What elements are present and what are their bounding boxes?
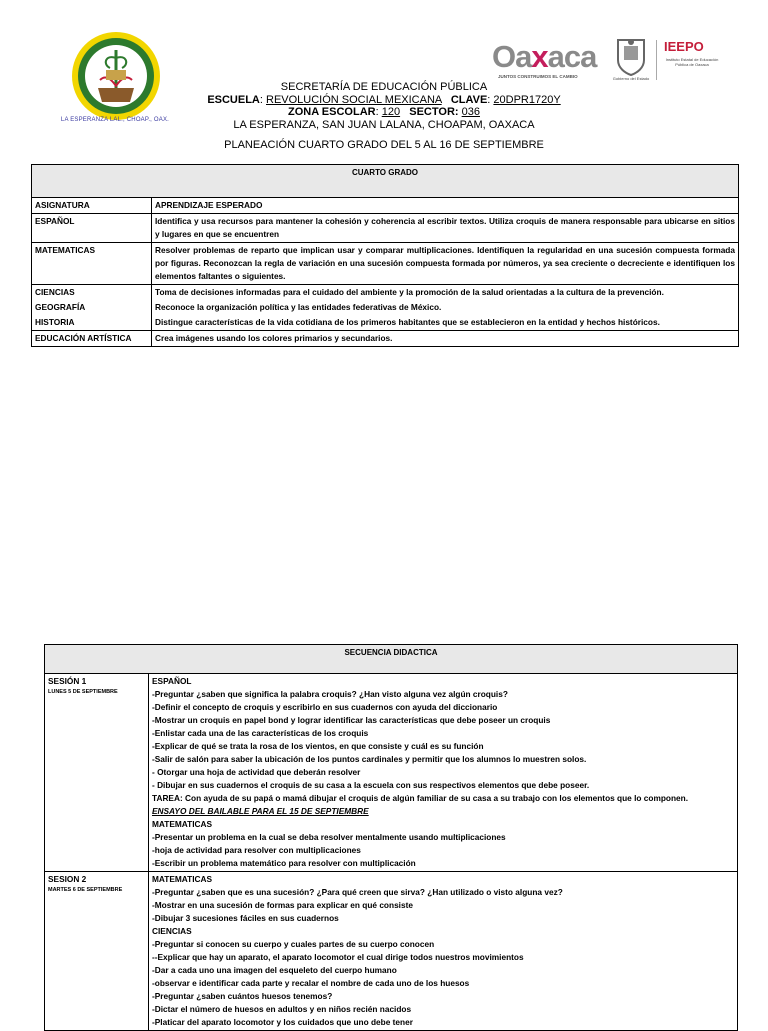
school-line: ESCUELA: REVOLUCIÓN SOCIAL MEXICANA CLAVE: 20DPR1720Y [207,93,561,106]
activity-line: -Preguntar ¿saben cuántos huesos tenemos? [152,991,333,1001]
activity-line: CIENCIAS [152,926,192,936]
activity-line: -Dictar el número de huesos en adultos y en niños recién nacidos [152,1004,412,1014]
table-row [32,315,739,331]
ieepo-caption: Instituto Estatal de Educación Pública de Oaxaca [665,57,719,67]
table-row [32,331,739,347]
activity-line: --Explicar que hay un aparato, el aparato locomotor el cual dirige todos nuestros movimientos [152,952,524,962]
activity-line: -Mostrar un croquis en papel bond y lograr identificar las características que debe poseer un croquis [152,715,551,725]
activity-line: TAREA: Con ayuda de su papá o mamá dibujar el croquis de algún familiar de su casa a su trabajo con los elementos que lo componen. [152,793,689,803]
learning-cell: Toma de decisiones informadas para el cuidado del ambiente y la promoción de la salud orientadas a la cultura de la prevención. [152,285,739,301]
subject-cell: MATEMATICAS [32,243,152,285]
table-row [32,214,739,243]
plan-title: PLANEACIÓN CUARTO GRADO DEL 5 AL 16 DE SEPTIEMBRE [224,139,544,151]
activity-line: -Preguntar si conocen su cuerpo y cuales partes de su cuerpo conocen [152,939,435,949]
logo-divider [656,40,657,80]
rehearsal-note: ENSAYO DEL BAILABLE PARA EL 15 DE SEPTIEMBRE [152,806,369,816]
government-seal-icon [612,34,650,84]
table-title: CUARTO GRADO [32,165,739,198]
activity-line: MATEMATICAS [152,819,213,829]
session-activities-cell [149,872,738,1031]
session-row [45,674,738,872]
subject-cell: ESPAÑOL [32,214,152,243]
oaxaca-logo: Oaxaca JUNTOS CONSTRUIMOS EL CAMBIO [492,39,597,79]
learning-cell: Identifica y usa recursos para mantener la cohesión y coherencia al escribir textos. Utiliza croquis de manera responsable para ubicarse en sitios y lugares en que se encuentren [152,214,739,243]
table-row [32,300,739,315]
ieepo-logo: IEEPO Instituto Estatal de Educación Pública de Oaxaca [664,39,719,67]
secretaria-line: SECRETARÍA DE EDUCACIÓN PÚBLICA [280,81,488,93]
table-title: SECUENCIA DIDACTICA [45,645,738,674]
location-line: LA ESPERANZA, SAN JUAN LALANA, CHOAPAM, OAXACA [233,118,535,131]
session-date: LUNES 5 DE SEPTIEMBRE [48,689,118,695]
column-header-learning: APRENDIZAJE ESPERADO [152,198,739,214]
session-name: SESIÓN 1 [48,676,87,686]
zone-line: ZONA ESCOLAR: 120 SECTOR: 036 [288,106,480,118]
activity-line: -Definir el concepto de croquis y escribirlo en sus cuadernos con ayuda del diccionario [152,702,498,712]
session-row [45,872,738,1031]
activity-line: -Salir de salón para saber la ubicación de los puntos cardinales y permitir que los alumnos lo muestren solos. [152,754,587,764]
activity-line: -hoja de actividad para resolver con multiplicaciones [152,845,361,855]
subject-cell: CIENCIAS [32,285,152,301]
activity-line: -Mostrar en una sucesión de formas para explicar en qué consiste [152,900,413,910]
learning-cell: Reconoce la organización política y las entidades federativas de México. [152,300,739,315]
learning-cell: Crea imágenes usando los colores primarios y secundarios. [152,331,739,347]
session-label-cell [45,872,149,1031]
activity-line: ESPAÑOL [152,676,192,686]
session-name: SESION 2 [48,874,87,884]
subject-cell: EDUCACIÓN ARTÍSTICA [32,331,152,347]
activity-line: -Platicar del aparato locomotor y los cuidados que uno debe tener [152,1017,413,1027]
subject-cell: HISTORIA [32,315,152,331]
learning-cell: Distingue características de la vida cotidiana de los primeros habitantes que se establecieron en la entidad y hechos históricos. [152,315,739,331]
table-row [32,285,739,301]
activity-line: -observar e identificar cada parte y recalar el nombre de cada uno de los huesos [152,978,470,988]
session-label-cell [45,674,149,872]
learning-cell: Resolver problemas de reparto que implican usar y comparar multiplicaciones. Identifiquen la regularidad en una sucesión compuesta formada por figuras. Reconozcan la regla de variación en una sucesión compuesta formada por números, ya sea creciente o decreciente e identifiquen los elementos faltantes o siguientes. [152,243,739,285]
session-activities-cell [149,674,738,872]
session-date: MARTES 6 DE SEPTIEMBRE [48,887,123,893]
activity-line: -Preguntar ¿saben que es una sucesión? ¿Para qué creen que sirva? ¿Han utilizado o visto alguna vez? [152,887,563,897]
activity-line: -Presentar un problema en la cual se deba resolver mentalmente usando multiplicaciones [152,832,506,842]
activity-line: -Preguntar ¿saben que significa la palabra croquis? ¿Han visto alguna vez algún croquis? [152,689,508,699]
activity-line: -Dibujar 3 sucesiones fáciles en sus cuadernos [152,913,339,923]
subject-cell: GEOGRAFÍA [32,300,152,315]
activity-line: - Otorgar una hoja de actividad que deberán resolver [152,767,361,777]
activity-line: -Enlistar cada una de las características de los croquis [152,728,369,738]
activity-line: -Dar a cada uno una imagen del esqueleto del cuerpo humano [152,965,397,975]
didactic-sequence-table [44,644,738,1031]
activity-line: MATEMATICAS [152,874,213,884]
learning-objectives-table [31,164,739,347]
oaxaca-tagline: JUNTOS CONSTRUIMOS EL CAMBIO [498,74,578,79]
school-logo-caption: LA ESPERANZA LAL., CHOAP., OAX. [60,117,170,123]
column-header-subject: ASIGNATURA [32,198,152,214]
table-row [32,243,739,285]
government-caption: Gobierno del Estado [612,76,650,81]
activity-line: -Escribir un problema matemático para resolver con multiplicación [152,858,416,868]
activity-line: - Dibujar en sus cuadernos el croquis de su casa a la escuela con sus respectivos elementos que debe poseer. [152,780,590,790]
document-header [0,81,768,131]
activity-line: -Explicar de qué se trata la rosa de los vientos, en que consiste y cuál es su función [152,741,484,751]
